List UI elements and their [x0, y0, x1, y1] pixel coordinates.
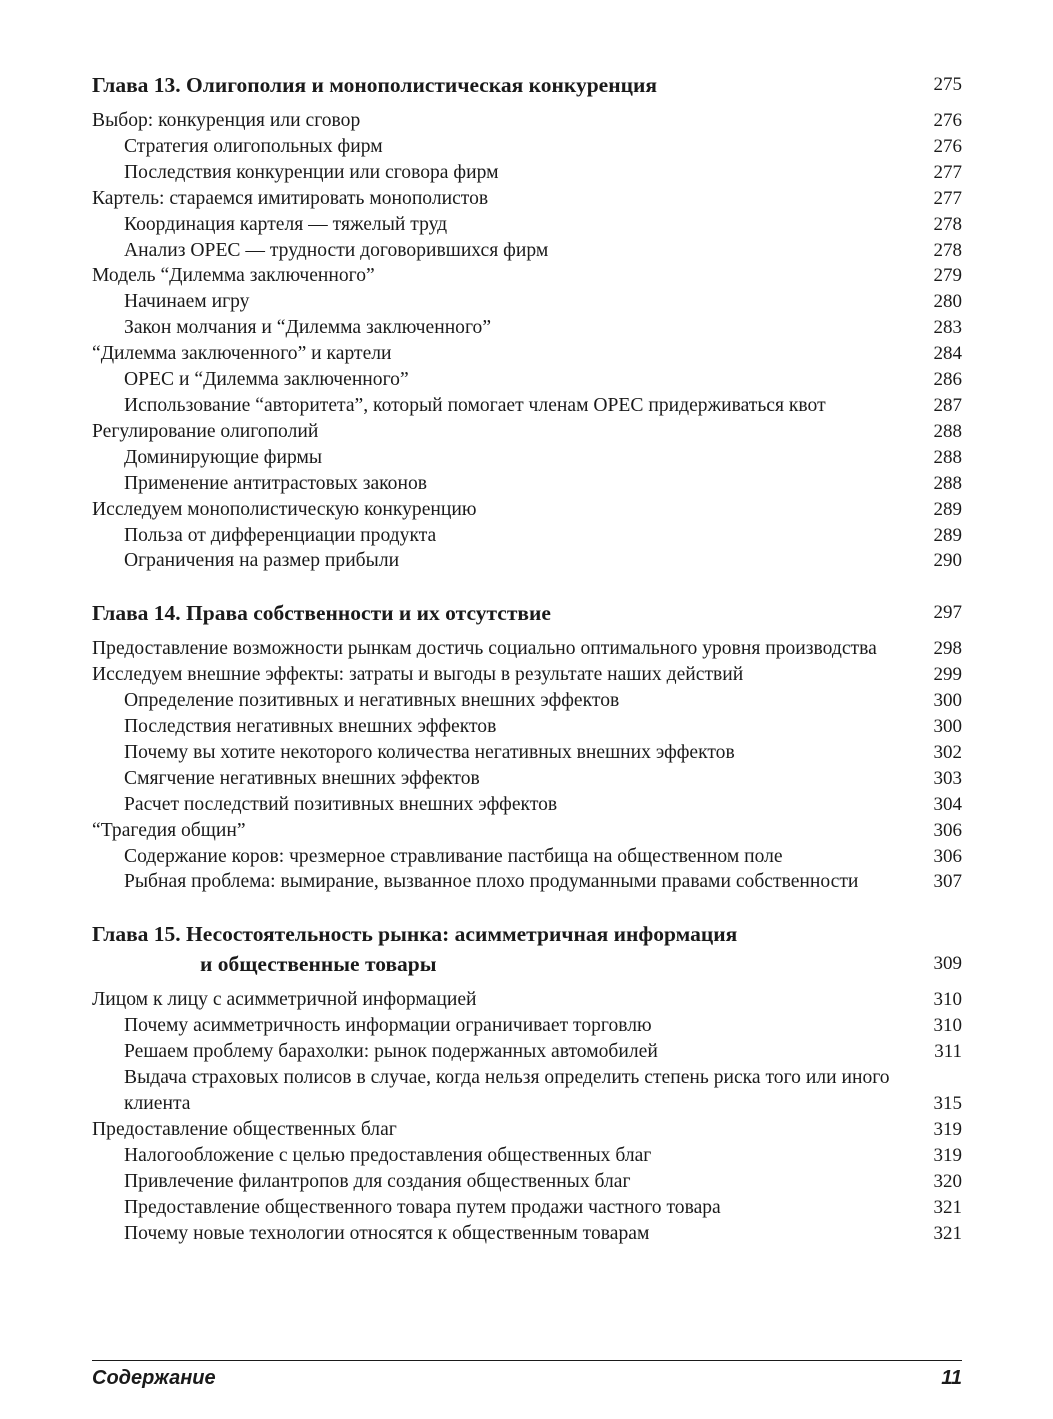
entry-text: Доминирующие фирмы	[124, 446, 323, 468]
toc-entry	[92, 818, 962, 844]
entry-page: 299	[933, 664, 962, 686]
entry-page: 289	[933, 524, 962, 546]
entry-text: Налогообложение с целью предоставления общественных благ	[124, 1144, 652, 1166]
chapter-15	[92, 919, 962, 1246]
chapter-heading	[92, 70, 962, 100]
chapter-page: 297	[933, 602, 962, 624]
toc-entry	[92, 1117, 962, 1143]
entry-page: 278	[933, 239, 962, 261]
chapter-page: 275	[933, 74, 962, 95]
entry-page: 306	[933, 819, 962, 841]
chapter-heading	[92, 598, 962, 628]
entry-page: 300	[933, 690, 962, 712]
entry-page: 277	[933, 161, 962, 183]
entry-text: Начинаем игру	[124, 291, 250, 313]
entry-page: 310	[933, 1015, 962, 1037]
toc-subentry	[92, 714, 962, 740]
entry-text: Последствия конкуренции или сговора фирм	[124, 161, 499, 183]
entry-list	[92, 108, 962, 574]
entry-text: Предоставление общественного товара путем продажи частного товара	[124, 1196, 721, 1218]
entry-text: Расчет последствий позитивных внешних эффектов	[124, 793, 558, 815]
toc-subentry	[92, 393, 962, 419]
toc-subentry	[92, 445, 962, 471]
entry-page: 276	[933, 110, 962, 131]
footer-page-number: 11	[941, 1367, 962, 1389]
entry-text: Исследуем внешние эффекты: затраты и выгоды в результате наших действий	[92, 664, 744, 686]
toc-subentry	[92, 548, 962, 574]
entry-page: 280	[933, 291, 962, 313]
entry-text: Предоставление общественных благ	[92, 1118, 397, 1140]
toc-subentry	[92, 740, 962, 766]
toc-entry	[92, 419, 962, 445]
entry-text: ОРЕС и “Дилемма заключенного”	[124, 369, 409, 391]
entry-page: 302	[933, 741, 962, 763]
entry-page: 290	[933, 550, 962, 572]
entry-page: 306	[933, 845, 962, 867]
toc-entry	[92, 341, 962, 367]
chapter-title	[92, 919, 852, 979]
entry-page: 279	[933, 265, 962, 287]
entry-text: Смягчение негативных внешних эффектов	[124, 767, 480, 789]
toc-subentry	[92, 1169, 962, 1195]
entry-text: Привлечение филантропов для создания общественных благ	[124, 1170, 631, 1192]
toc-subentry	[92, 134, 962, 160]
entry-page: 321	[933, 1222, 962, 1244]
entry-page: 278	[933, 213, 962, 235]
entry-text: Использование “авторитета”, который помогает членам ОРЕС придерживаться квот	[124, 394, 826, 416]
entry-text: Лицом к лицу с асимметричной информацией	[92, 989, 477, 1011]
entry-text: Координация картеля — тяжелый труд	[124, 213, 448, 235]
entry-text: “Трагедия общин”	[92, 819, 246, 841]
toc-entry	[92, 497, 962, 523]
chapter-page: 309	[933, 953, 962, 975]
entry-text: Определение позитивных и негативных внешних эффектов	[124, 690, 620, 712]
chapter-title: Глава 14. Права собственности и их отсутствие	[92, 601, 551, 626]
entry-text: Модель “Дилемма заключенного”	[92, 265, 375, 287]
toc-subentry	[92, 766, 962, 792]
entry-text: Регулирование олигополий	[92, 420, 319, 442]
chapter-title-line-1: Глава 15. Несостоятельность рынка: асимметричная информация	[92, 922, 738, 947]
entry-text: “Дилемма заключенного” и картели	[92, 343, 392, 365]
toc-subentry	[92, 1039, 962, 1065]
entry-page: 315	[933, 1093, 962, 1114]
entry-page: 288	[933, 446, 962, 468]
chapter-heading	[92, 919, 962, 979]
toc-subentry	[92, 289, 962, 315]
entry-page: 310	[933, 989, 962, 1011]
entry-text: Выбор: конкуренция или сговор	[92, 110, 361, 131]
chapter-title: Глава 13. Олигополия и монополистическая конкуренция	[92, 73, 657, 97]
toc-subentry	[92, 1065, 962, 1117]
entry-page: 284	[933, 343, 962, 365]
chapter-title-line-2: и общественные товары	[200, 952, 437, 977]
entry-text: Польза от дифференциации продукта	[124, 524, 437, 546]
toc-subentry	[92, 367, 962, 393]
entry-text: Рыбная проблема: вымирание, вызванное плохо продуманными правами собственности	[124, 871, 859, 893]
entry-text: Стратегия олигопольных фирм	[124, 135, 383, 157]
entry-text: Почему вы хотите некоторого количества негативных внешних эффектов	[124, 741, 735, 763]
entry-page: 277	[933, 187, 962, 209]
chapter-13	[92, 70, 962, 574]
entry-page: 304	[933, 793, 962, 815]
entry-text: Выдача страховых полисов в случае, когда нельзя определить степень риска того или иного клиента	[124, 1067, 890, 1114]
toc-subentry	[92, 160, 962, 186]
toc-entry	[92, 263, 962, 289]
toc-subentry	[92, 471, 962, 497]
toc-subentry	[92, 869, 962, 895]
entry-text: Предоставление возможности рынкам достичь социально оптимального уровня производства	[92, 638, 877, 660]
toc-subentry	[92, 1013, 962, 1039]
entry-page: 288	[933, 472, 962, 494]
toc-entry	[92, 186, 962, 212]
footer-section-title: Содержание	[92, 1367, 216, 1389]
toc-subentry	[92, 1221, 962, 1247]
entry-page: 298	[933, 638, 962, 660]
toc-entry	[92, 636, 962, 662]
toc-subentry	[92, 844, 962, 870]
toc-subentry	[92, 523, 962, 549]
entry-text: Почему новые технологии относятся к общественным товарам	[124, 1222, 650, 1244]
entry-page: 319	[933, 1144, 962, 1166]
entry-text: Ограничения на размер прибыли	[124, 550, 400, 572]
entry-page: 303	[933, 767, 962, 789]
toc-entry	[92, 108, 962, 134]
toc-subentry	[92, 1195, 962, 1221]
entry-page: 321	[933, 1196, 962, 1218]
entry-page: 276	[933, 135, 962, 157]
entry-list	[92, 987, 962, 1246]
toc-subentry	[92, 792, 962, 818]
entry-text: Картель: стараемся имитировать монополистов	[92, 187, 489, 209]
entry-text: Исследуем монополистическую конкуренцию	[92, 498, 477, 520]
toc-subentry	[92, 238, 962, 264]
entry-text: Закон молчания и “Дилемма заключенного”	[124, 317, 492, 339]
toc-subentry	[92, 1143, 962, 1169]
entry-text: Применение антитрастовых законов	[124, 472, 428, 494]
entry-page: 320	[933, 1170, 962, 1192]
entry-text: Почему асимметричность информации ограничивает торговлю	[124, 1015, 652, 1037]
entry-text: Решаем проблему барахолки: рынок подержанных автомобилей	[124, 1041, 658, 1063]
entry-text: Последствия негативных внешних эффектов	[124, 716, 497, 738]
toc-subentry	[92, 688, 962, 714]
toc-entry	[92, 662, 962, 688]
entry-text: Содержание коров: чрезмерное стравливание пастбища на общественном поле	[124, 845, 783, 867]
entry-page: 319	[933, 1118, 962, 1140]
table-of-contents	[92, 70, 962, 1270]
chapter-14	[92, 598, 962, 895]
entry-text: Анализ ОРЕС — трудности договорившихся фирм	[124, 239, 549, 261]
entry-page: 288	[933, 420, 962, 442]
toc-subentry	[92, 315, 962, 341]
entry-page: 311	[934, 1041, 962, 1063]
entry-page: 287	[933, 394, 962, 416]
entry-page: 300	[933, 716, 962, 738]
toc-entry	[92, 987, 962, 1013]
entry-list	[92, 636, 962, 895]
toc-subentry	[92, 212, 962, 238]
entry-page: 307	[933, 871, 962, 893]
entry-page: 283	[933, 317, 962, 339]
entry-page: 286	[933, 369, 962, 391]
entry-page: 289	[933, 498, 962, 520]
page-footer	[92, 1360, 962, 1390]
